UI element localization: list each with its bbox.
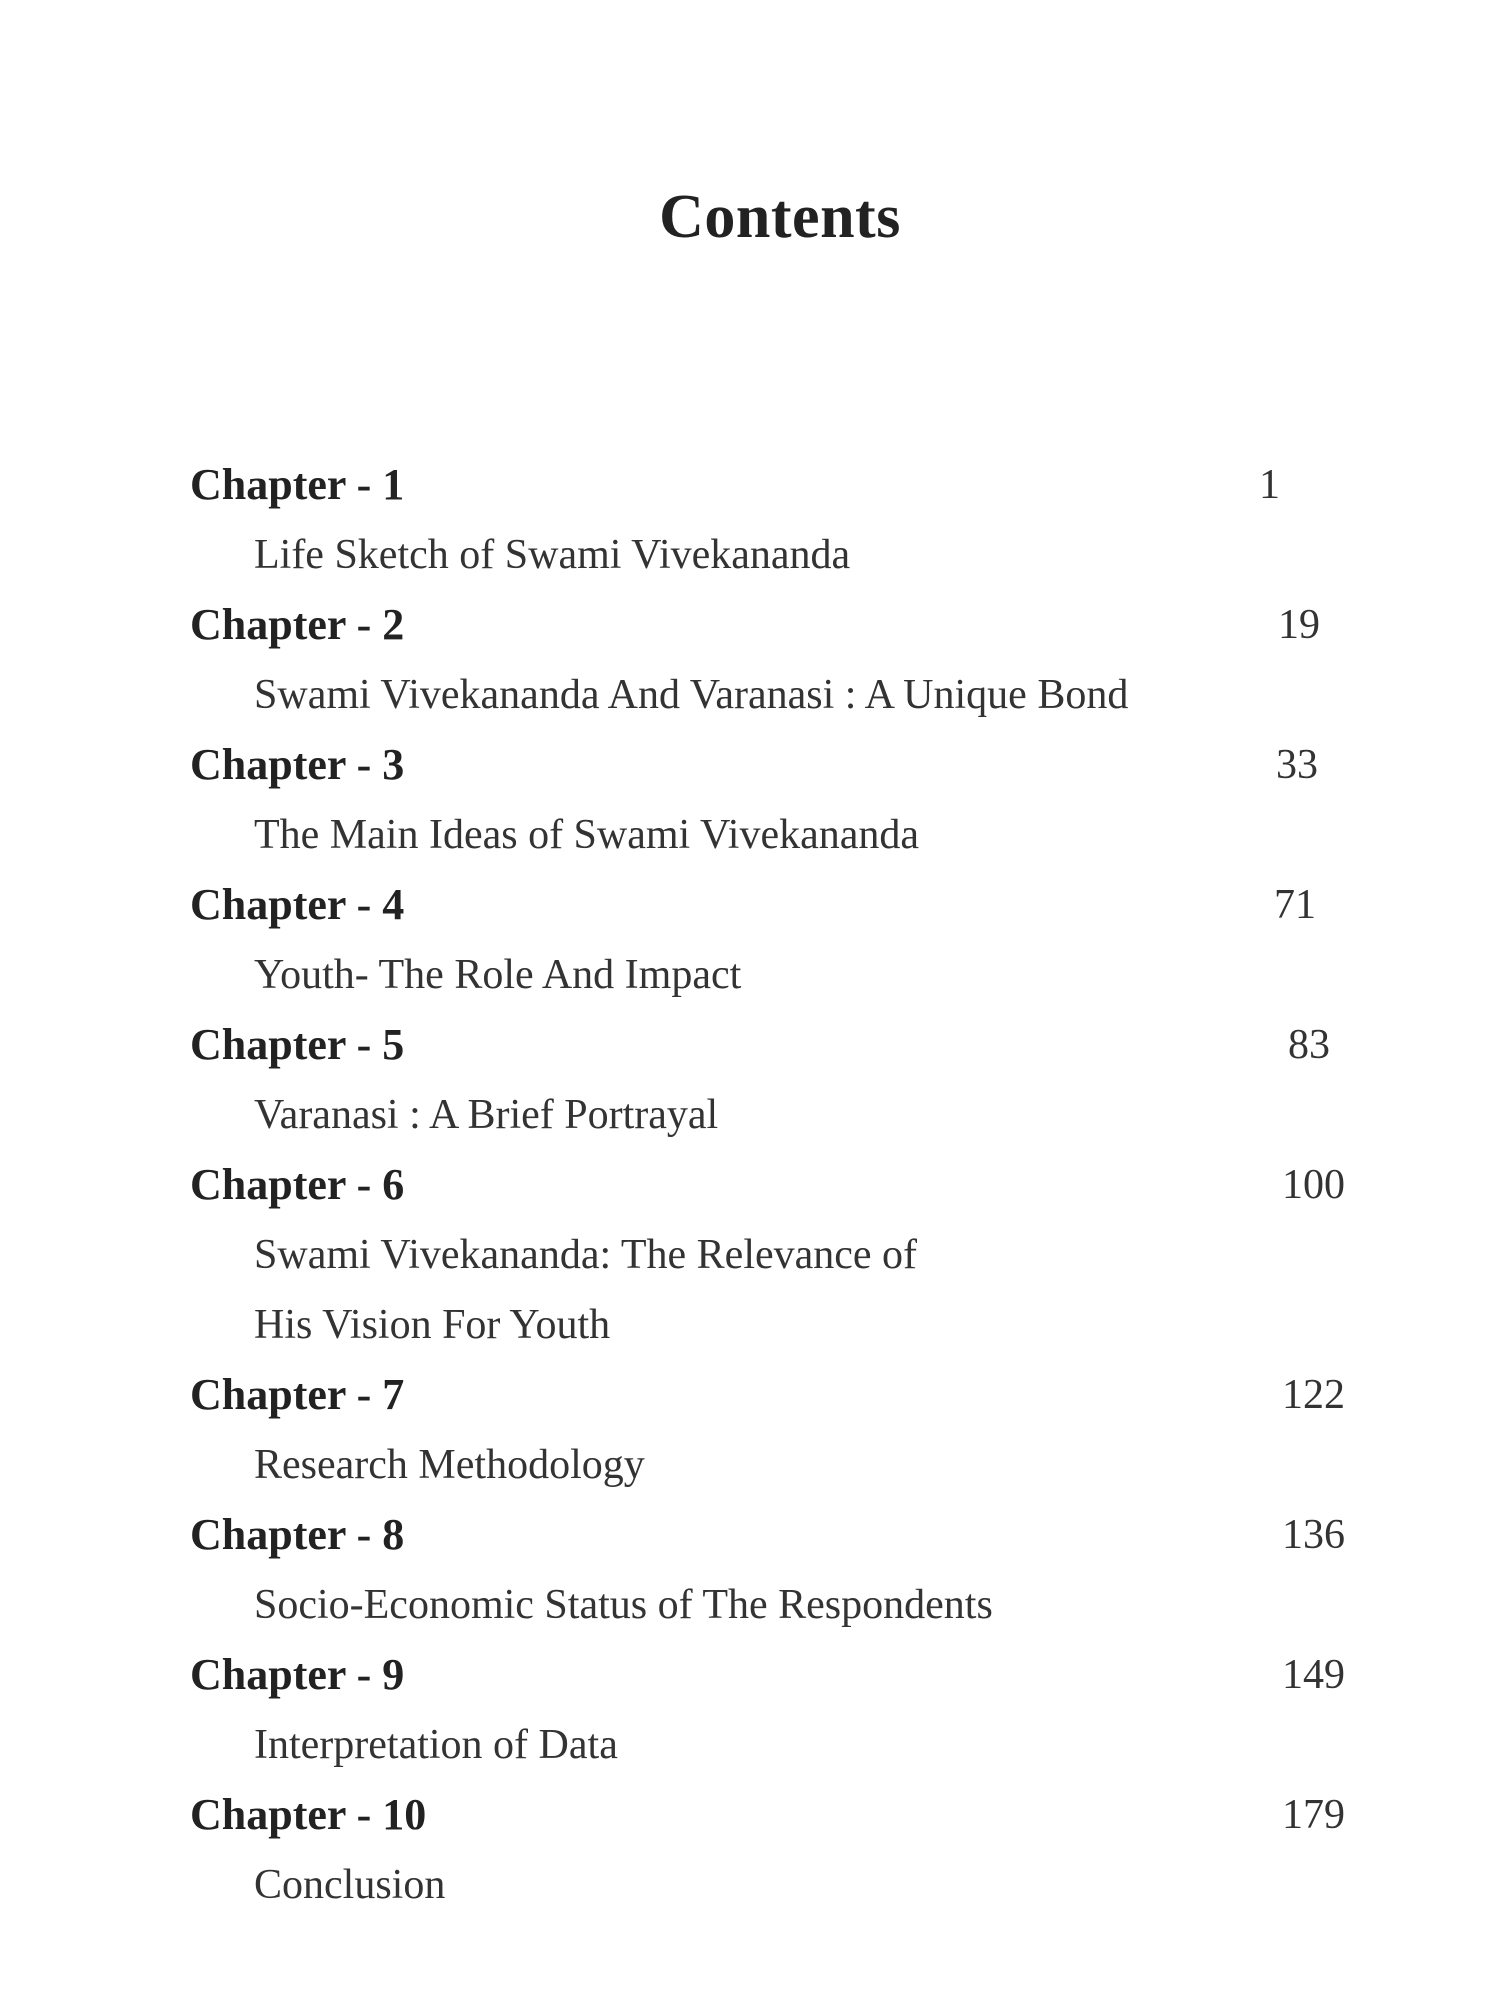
table-of-contents: [190, 450, 1350, 1920]
chapter-row: [190, 1150, 1350, 1220]
chapter-label: Chapter - 1: [190, 460, 405, 509]
page-number: 100: [1282, 1162, 1345, 1208]
chapter-label: Chapter - 8: [190, 1510, 405, 1559]
page-number: 1: [1259, 462, 1280, 508]
page-number: 149: [1282, 1652, 1345, 1698]
toc-entry: [190, 1360, 1350, 1500]
chapter-title: Socio-Economic Status of The Respondents: [254, 1582, 993, 1628]
chapter-row: [190, 1500, 1350, 1570]
page-title: Contents: [659, 183, 901, 251]
chapter-title: Varanasi : A Brief Portrayal: [254, 1092, 719, 1138]
chapter-label: Chapter - 9: [190, 1650, 405, 1699]
chapter-label: Chapter - 5: [190, 1020, 405, 1069]
chapter-row: [190, 450, 1350, 520]
page-number: 122: [1282, 1372, 1345, 1418]
toc-entry: [190, 730, 1350, 870]
toc-entry: [190, 1150, 1350, 1360]
page-number: 83: [1288, 1022, 1330, 1068]
chapter-row: [190, 730, 1350, 800]
toc-entry: [190, 1500, 1350, 1640]
chapter-title: Youth- The Role And Impact: [254, 952, 742, 998]
chapter-row: [190, 1780, 1350, 1850]
chapter-row: [190, 590, 1350, 660]
chapter-row: [190, 1010, 1350, 1080]
page-number: 136: [1282, 1512, 1345, 1558]
chapter-title: His Vision For Youth: [254, 1302, 611, 1348]
chapter-label: Chapter - 6: [190, 1160, 405, 1209]
page-number: 19: [1278, 602, 1320, 648]
toc-entry: [190, 450, 1350, 590]
chapter-title: Research Methodology: [254, 1442, 645, 1488]
chapter-label: Chapter - 7: [190, 1370, 405, 1419]
toc-entry: [190, 870, 1350, 1010]
page-number: 71: [1274, 882, 1316, 928]
chapter-title: Conclusion: [254, 1862, 446, 1908]
chapter-label: Chapter - 2: [190, 600, 405, 649]
chapter-title: Swami Vivekananda: The Relevance of: [254, 1232, 918, 1278]
toc-entry: [190, 1780, 1350, 1920]
chapter-label: Chapter - 10: [190, 1790, 427, 1839]
chapter-title: Interpretation of Data: [254, 1722, 618, 1768]
toc-entry: [190, 590, 1350, 730]
chapter-title: Life Sketch of Swami Vivekananda: [254, 532, 851, 578]
chapter-row: [190, 1640, 1350, 1710]
toc-entry: [190, 1640, 1350, 1780]
chapter-title: Swami Vivekananda And Varanasi : A Unique Bond: [254, 672, 1129, 718]
chapter-title: The Main Ideas of Swami Vivekananda: [254, 812, 920, 858]
toc-entry: [190, 1010, 1350, 1150]
chapter-row: [190, 870, 1350, 940]
page-number: 33: [1276, 742, 1318, 788]
chapter-label: Chapter - 3: [190, 740, 405, 789]
chapter-label: Chapter - 4: [190, 880, 405, 929]
page-number: 179: [1282, 1792, 1345, 1838]
chapter-row: [190, 1360, 1350, 1430]
